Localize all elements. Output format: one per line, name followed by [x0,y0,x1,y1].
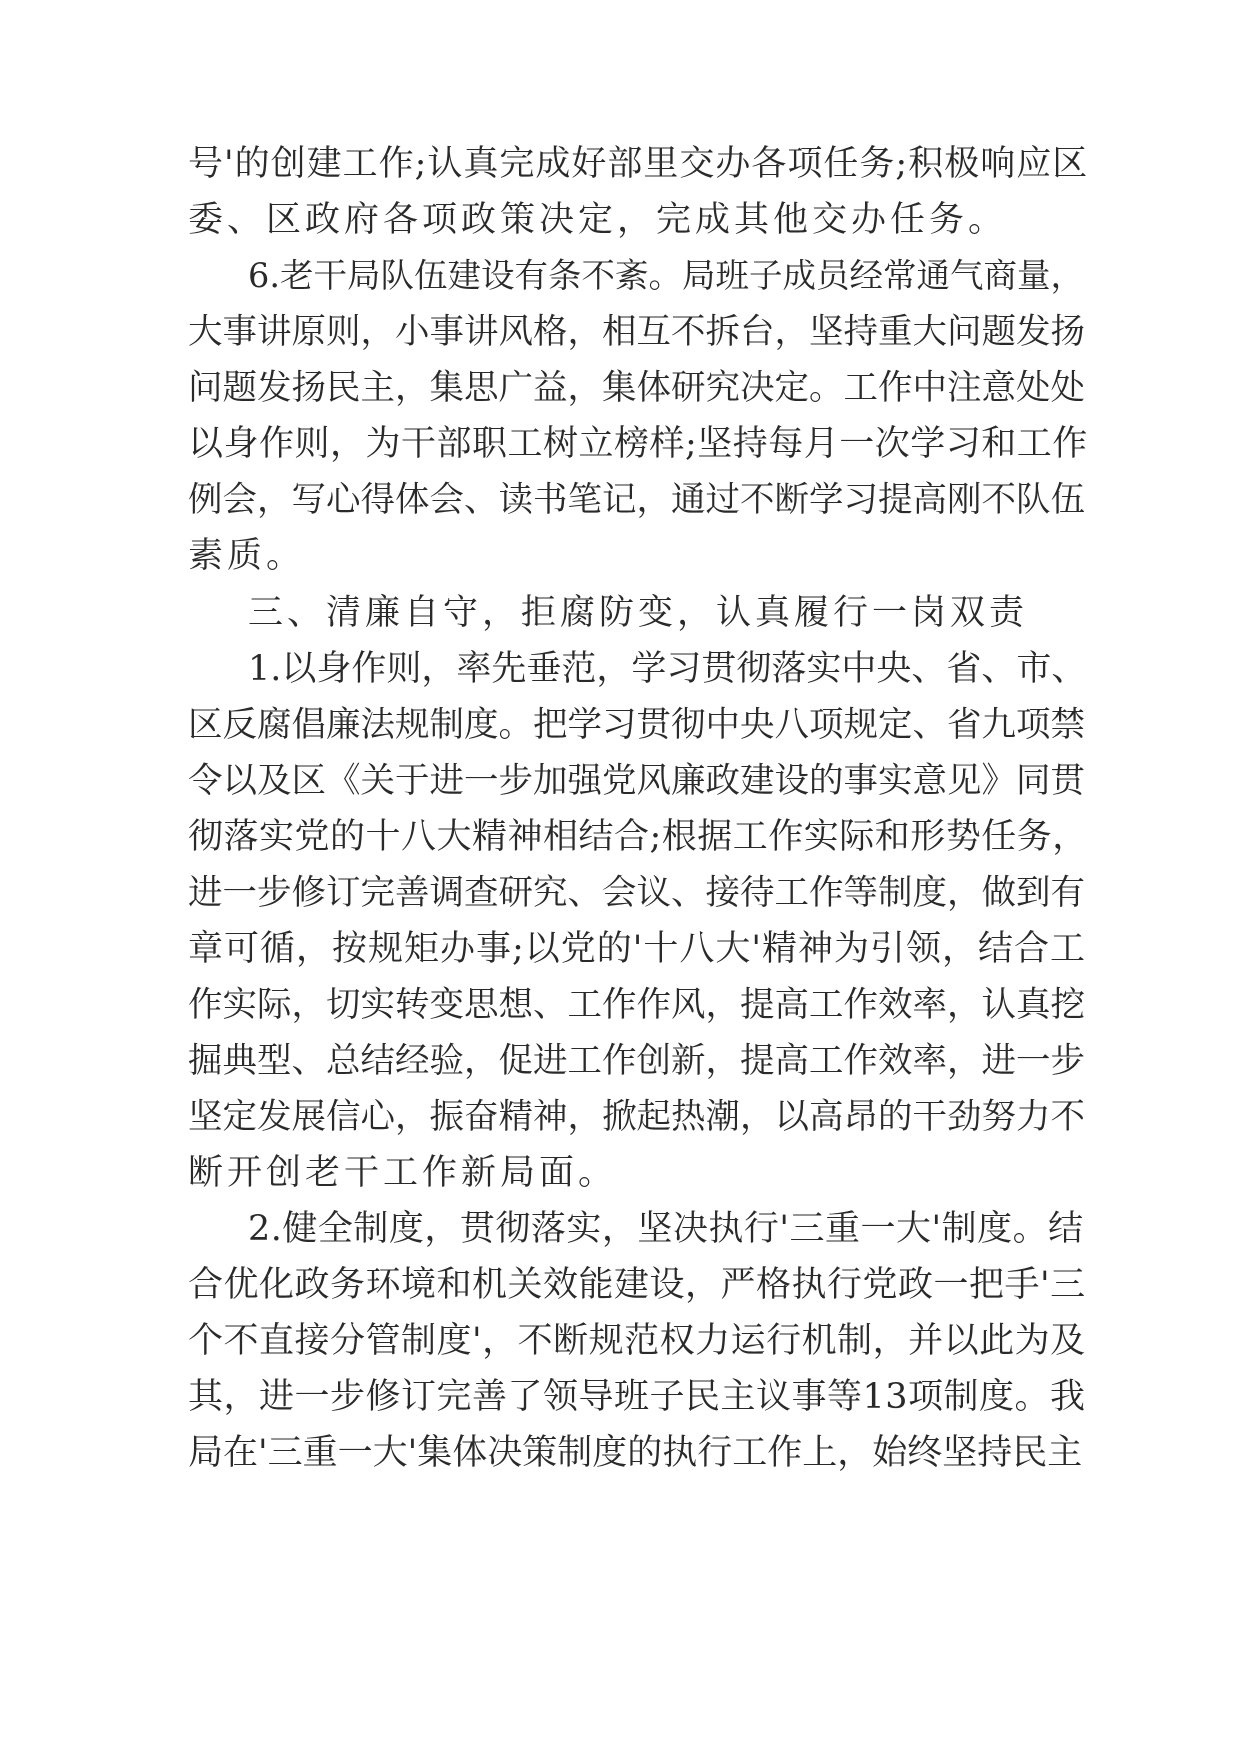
text-line: 进一步修订完善调查研究、会议、接待工作等制度，做到有 [188,873,1085,913]
text-line: 坚定发展信心，振奋精神，掀起热潮，以高昂的干劲努力不 [188,1097,1085,1137]
text-line: 掘典型、总结经验，促进工作创新，提高工作效率，进一步 [188,1041,1085,1081]
text-line: 个不直接分管制度'，不断规范权力运行机制，并以此为及 [188,1321,1086,1361]
text-line: 大事讲原则，小事讲风格，相互不拆台，坚持重大问题发扬 [188,312,1085,352]
text-line: 合优化政务环境和机关效能建设，严格执行党政一把手'三 [188,1265,1086,1305]
paragraph-start-line: 1.以身作则，率先垂范，学习贯彻落实中央、省、市、 [248,649,1087,689]
text-line: 委、区政府各项政策决定，完成其他交办任务。 [188,200,1008,240]
text-line: 令以及区《关于进一步加强党风廉政建设的事实意见》同贯 [188,761,1085,801]
paragraph-start-line: 2.健全制度，贯彻落实，坚决执行'三重一大'制度。结 [248,1209,1084,1249]
text-line: 局在'三重一大'集体决策制度的执行工作上，始终坚持民主 [188,1433,1083,1473]
text-line: 其，进一步修订完善了领导班子民主议事等13项制度。我 [188,1377,1086,1417]
text-line: 以身作则，为干部职工树立榜样;坚持每月一次学习和工作 [188,424,1088,464]
text-line: 彻落实党的十八大精神相结合;根据工作实际和形势任务， [188,817,1088,857]
text-line: 素质。 [188,536,306,576]
text-line: 问题发扬民主，集思广益，集体研究决定。工作中注意处处 [188,368,1085,408]
section-heading: 三、清廉自守，拒腐防变，认真履行一岗双责 [248,593,1029,633]
paragraph-start-line: 6.老干局队伍建设有条不紊。局班子成员经常通气商量， [248,256,1084,295]
text-line: 断开创老干工作新局面。 [188,1153,618,1193]
text-line: 作实际，切实转变思想、工作作风，提高工作效率，认真挖 [188,985,1085,1025]
text-line: 号'的创建工作;认真完成好部里交办各项任务;积极响应区 [188,144,1089,184]
text-line: 例会，写心得体会、读书笔记，通过不断学习提高刚不队伍 [188,480,1085,520]
text-line: 区反腐倡廉法规制度。把学习贯彻中央八项规定、省九项禁 [188,705,1085,745]
text-line: 章可循，按规矩办事;以党的'十八大'精神为引领，结合工 [188,929,1087,969]
